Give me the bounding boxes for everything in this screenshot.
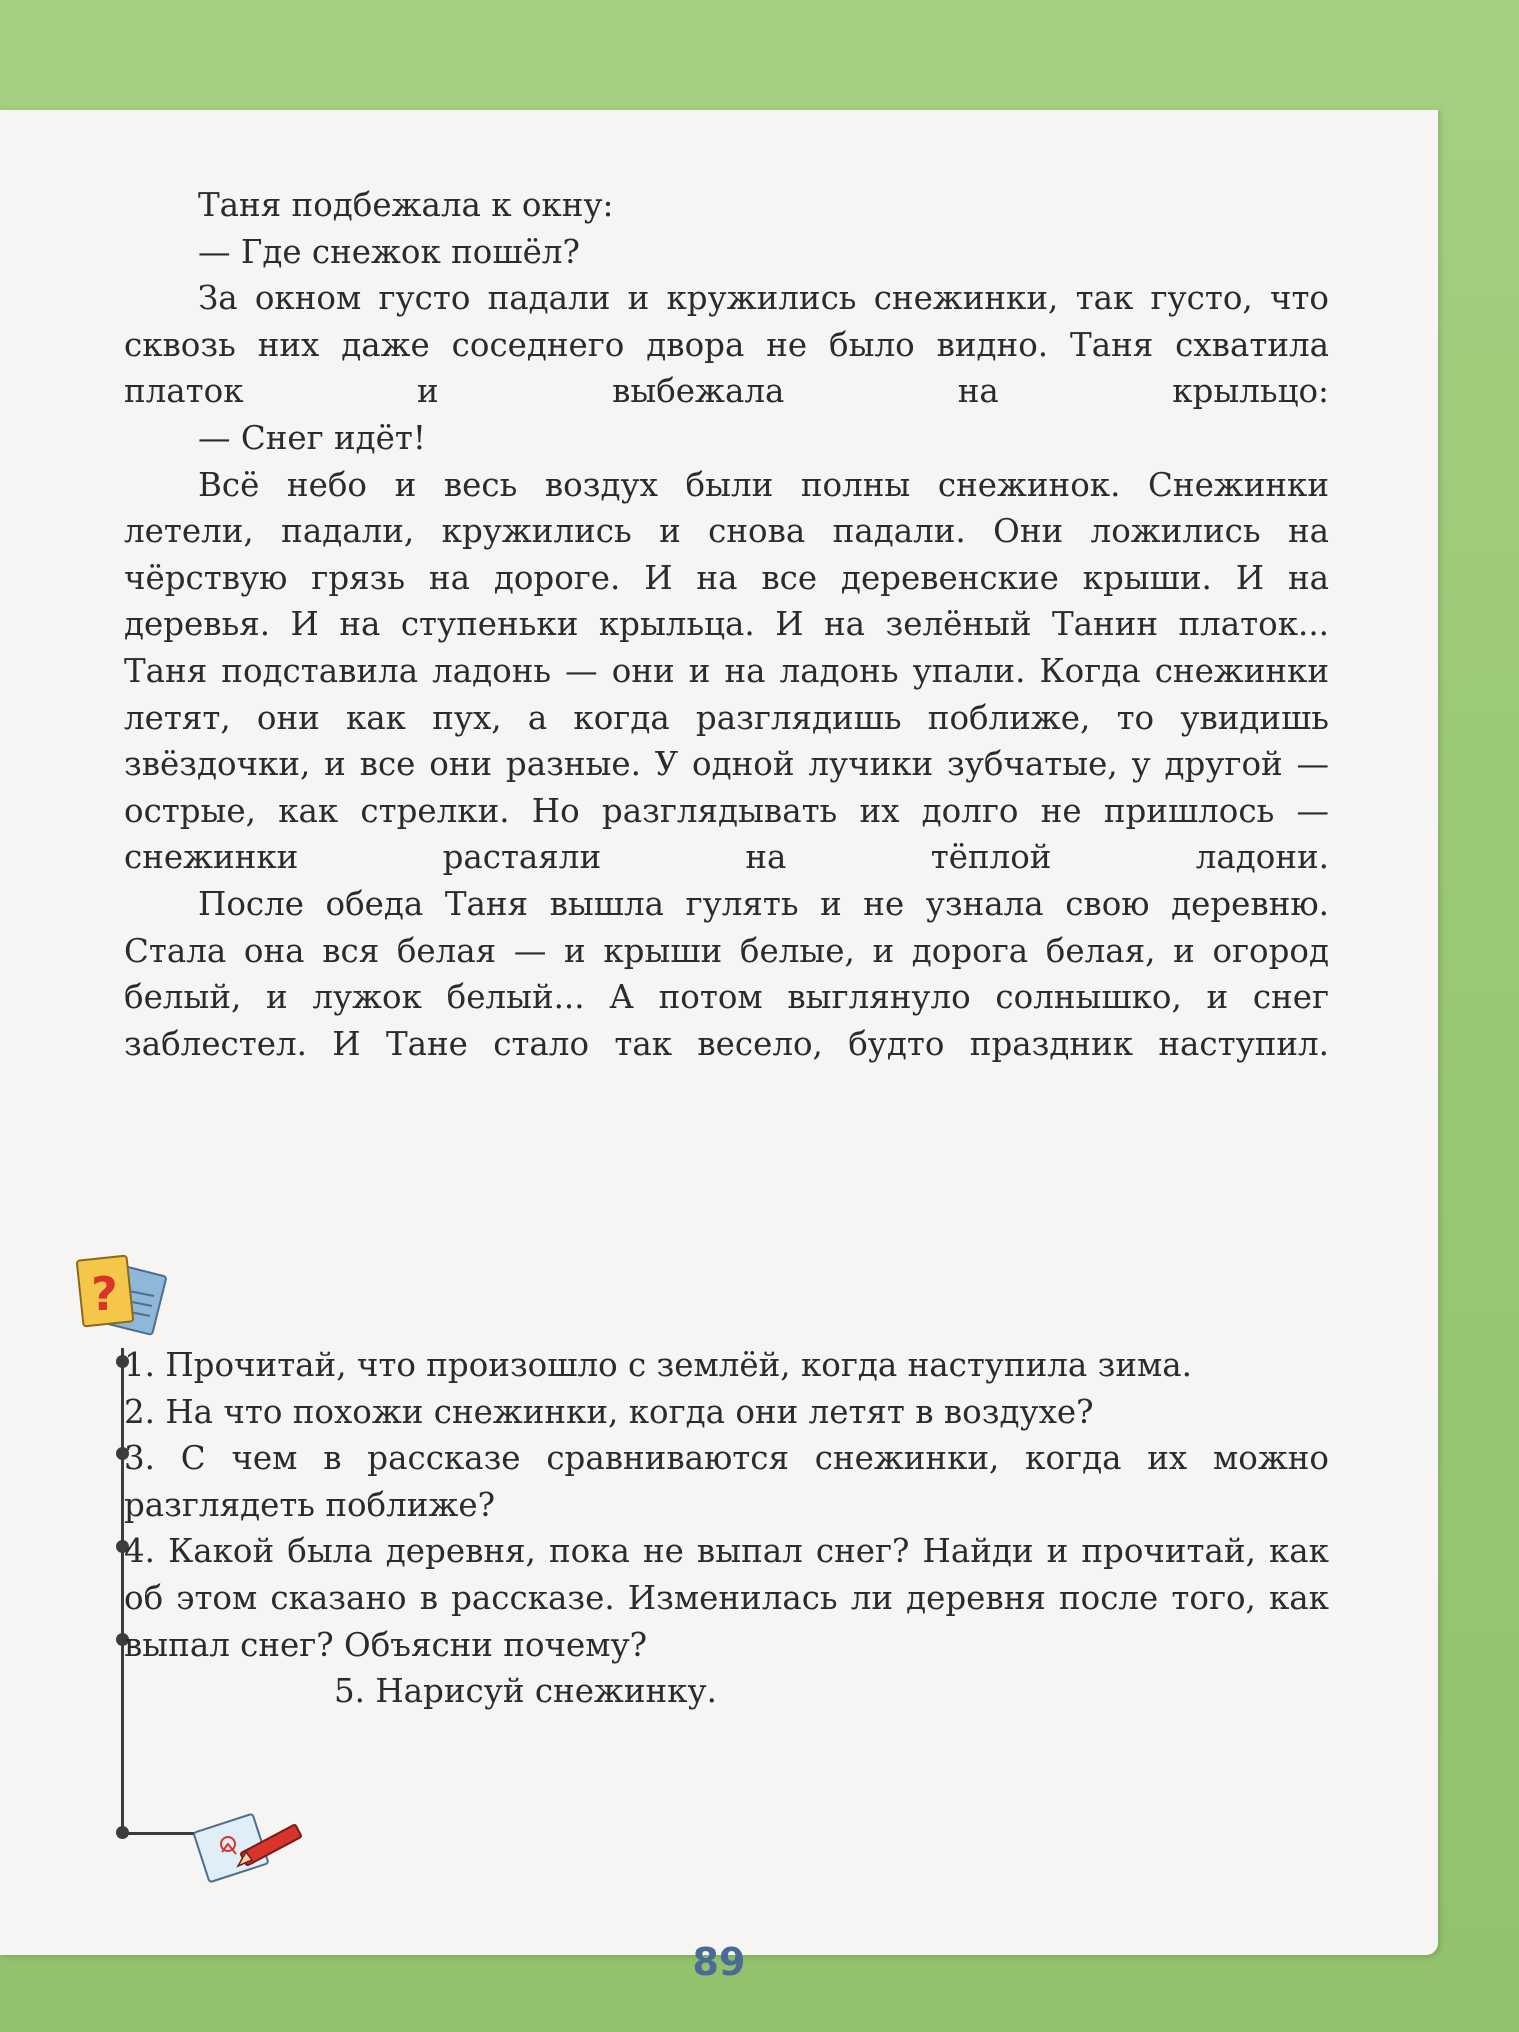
story-paragraph: — Снег идёт! xyxy=(198,418,426,457)
question-item: 3. С чем в рассказе сравниваются снежинки, когда их можно разглядеть поближе? xyxy=(124,1439,1329,1524)
question-item: 5. Нарисуй снежинку. xyxy=(334,1672,717,1711)
question-mark: ? xyxy=(91,1267,118,1321)
question-item: 1. Прочитай, что произошло с землёй, когда наступила зима. xyxy=(124,1346,1192,1384)
story-paragraph: После обеда Таня вышла гулять и не узнала свою деревню. Стала она вся белая — и крыши белые, и дорога белая, и огород белый, и лужок белый... А потом выглянуло солнышко, и снег заблестел. И Тане стало так весело, будто праздник наступил. xyxy=(124,884,1329,1063)
story-paragraph: За окном густо падали и кружились снежинки, так густо, что сквозь них даже соседнего двора не было видно. Таня схватила платок и выбежала на крыльцо: xyxy=(124,279,1329,411)
question-item: 4. Какой была деревня, пока не выпал снег? Найди и прочитай, как об этом сказано в рассказе. Изменилась ли деревня после того, как выпал снег? Объясни почему? xyxy=(124,1532,1329,1664)
questions-list xyxy=(124,1342,1329,1715)
page-sheet xyxy=(0,110,1438,1984)
story-paragraph: Таня подбежала к окну: xyxy=(198,186,614,224)
page-number: 89 xyxy=(692,1940,746,1984)
story-paragraph: Всё небо и весь воздух были полны снежинок. Снежинки летели, падали, кружились и снова падали. Они ложились на чёрствую грязь на дороге. И на все деревенские крыши. И на деревья. И на ступеньки крыльца. И на зелёный Танин платок... Таня подставила ладонь — они и на ладонь упали. Когда снежинки летят, они как пух, а когда разглядишь поближе, то увидишь звёздочки, и все они разные. У одной лучики зубчатые, у другой — острые, как стрелки. Но разглядывать их долго не пришлось — снежинки растаяли на тёплой ладони. xyxy=(124,465,1329,877)
question-card-icon xyxy=(74,1250,170,1346)
story-text xyxy=(124,182,1329,1067)
pencil-card-icon xyxy=(192,1800,312,1890)
story-paragraph: — Где снежок пошёл? xyxy=(198,232,580,271)
question-item: 2. На что похожи снежинки, когда они летят в воздухе? xyxy=(124,1392,1094,1431)
